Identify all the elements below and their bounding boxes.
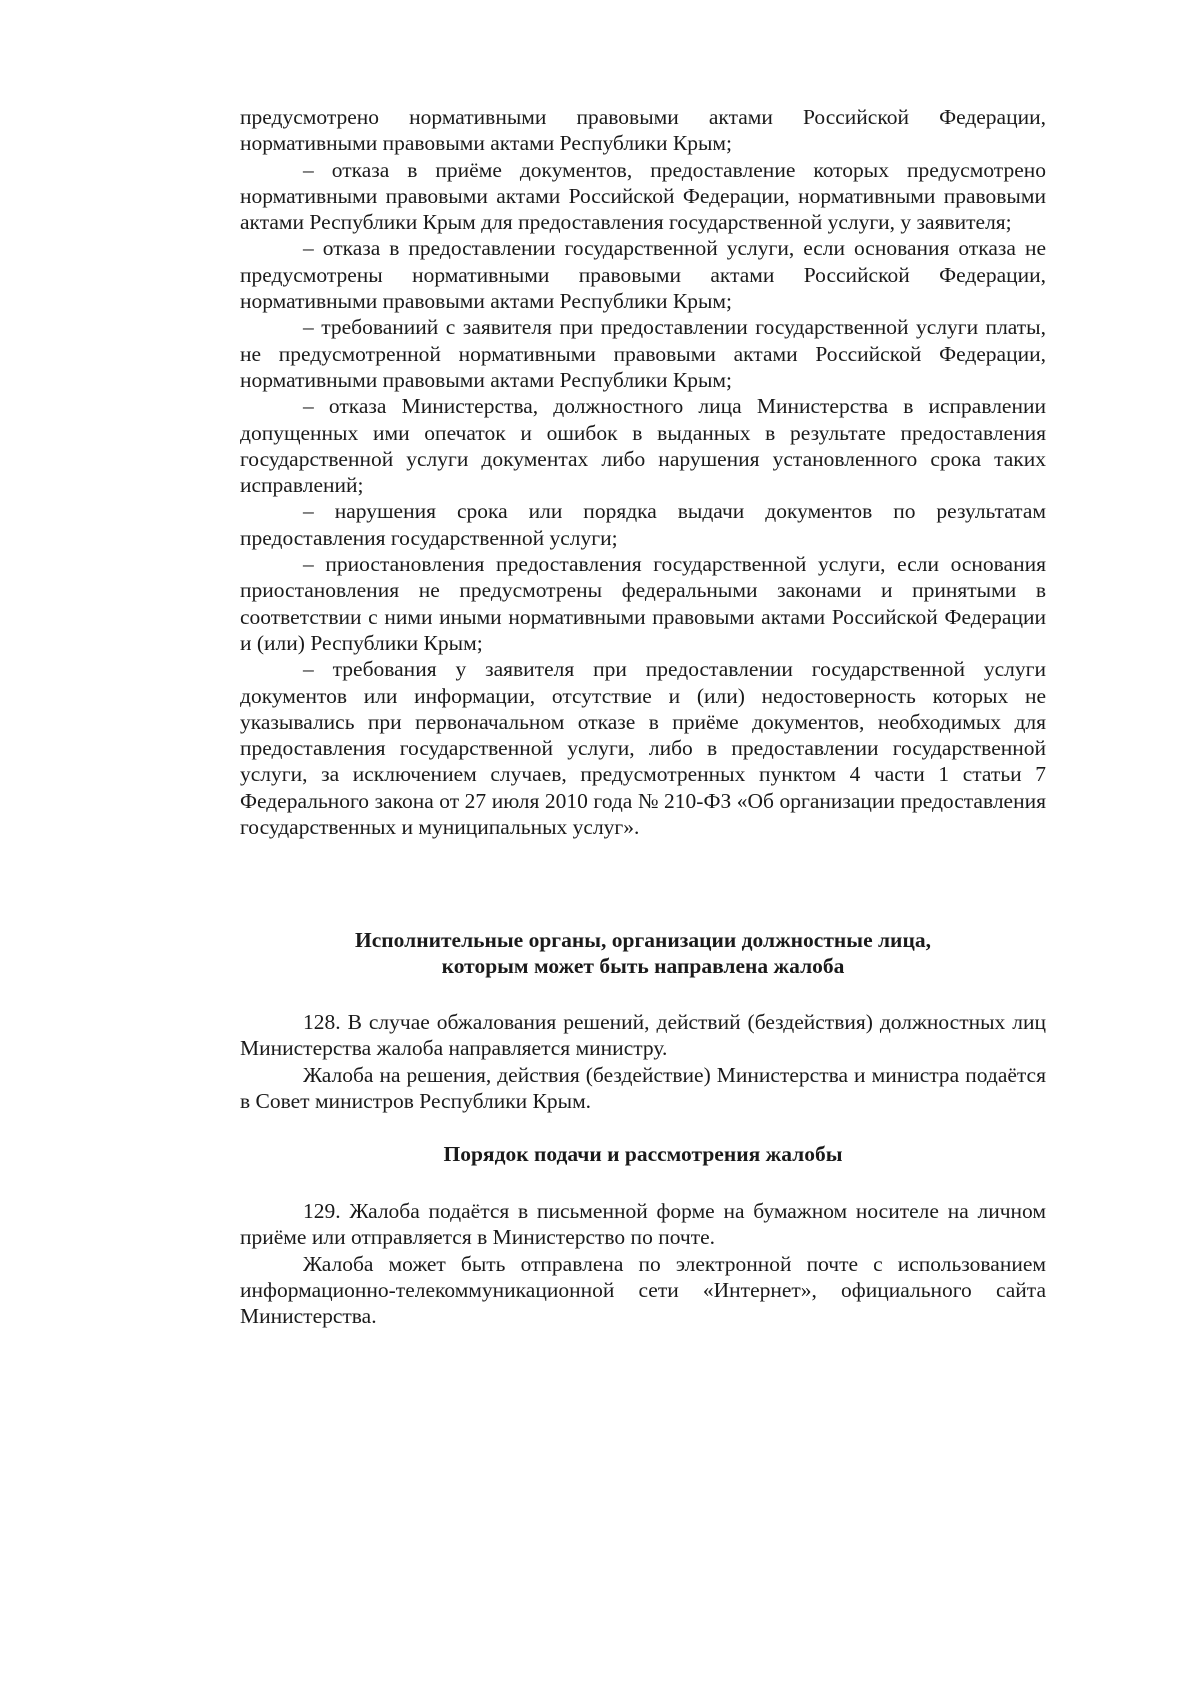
list-item-suspension: – приостановления предоставления государственной услуги, если основания приостановления не предусмотрены федеральными законами и принятыми в соответствии с ними иными нормативными правовыми актами Российской Федерации и (или) Республики Крым; bbox=[240, 552, 1046, 655]
list-item-correction-refusal: – отказа Министерства, должностного лица Министерства в исправлении допущенных ими опечаток и ошибок в выданных в результате предоставления государственной услуги документах либо нарушения установленного срока таких исправлений; bbox=[240, 394, 1046, 498]
complaint-grounds-list bbox=[240, 104, 1046, 840]
heading-procedure: Порядок подачи и рассмотрения жалобы bbox=[443, 1142, 843, 1166]
paragraph-continuation: предусмотрено нормативными правовыми актами Российской Федерации, нормативными правовыми актами Республики Крым; bbox=[240, 105, 1046, 156]
paragraph-128-council: Жалоба на решения, действия (бездействие) Министерства и министра подаётся в Совет министров Республики Крым. bbox=[240, 1062, 1046, 1113]
section-heading-authorities bbox=[240, 927, 1046, 980]
clause-129 bbox=[240, 1198, 1046, 1329]
paragraph-128: 128. В случае обжалования решений, действий (бездействия) должностных лиц Министерства жалоба направляется министру. bbox=[240, 1010, 1046, 1061]
clause-128 bbox=[240, 1009, 1046, 1114]
list-item-issuance-violation: – нарушения срока или порядка выдачи документов по результатам предоставления государственной услуги; bbox=[240, 499, 1046, 550]
heading-line-1: Исполнительные органы, организации должностные лица, bbox=[355, 928, 931, 952]
section-heading-procedure bbox=[240, 1141, 1046, 1167]
paragraph-129-electronic: Жалоба может быть отправлена по электронной почте с использованием информационно-телекоммуникационной сети «Интернет», официального сайта Министерства. bbox=[240, 1251, 1046, 1329]
list-item-document-demand: – требования у заявителя при предоставлении государственной услуги документов или информации, отсутствие и (или) недостоверность которых не указывались при первоначальном отказе в приёме документов, необходимых для предоставления государственной услуги, либо в предоставлении государственной услуги, за исключением случаев, предусмотренных пунктом 4 части 1 статьи 7 Федерального закона от 27 июля 2010 года № 210-ФЗ «Об организации предоставления государственных и муниципальных услуг». bbox=[240, 657, 1046, 840]
paragraph-129: 129. Жалоба подаётся в письменной форме на бумажном носителе на личном приёме или отправляется в Министерство по почте. bbox=[240, 1199, 1046, 1250]
list-item-refusal-documents: – отказа в приёме документов, предоставление которых предусмотрено нормативными правовыми актами Российской Федерации, нормативными правовыми актами Республики Крым для предоставления государственной услуги, у заявителя; bbox=[240, 157, 1046, 235]
heading-line-2: которым может быть направлена жалоба bbox=[441, 954, 845, 979]
list-item-payment-demand: – требованиий с заявителя при предоставлении государственной услуги платы, не предусмотренной нормативными правовыми актами Российской Федерации, нормативными правовыми актами Республики Крым; bbox=[240, 315, 1046, 392]
list-item-refusal-service: – отказа в предоставлении государственной услуги, если основания отказа не предусмотрены нормативными правовыми актами Российской Федерации, нормативными правовыми актами Республики Крым; bbox=[240, 236, 1046, 314]
